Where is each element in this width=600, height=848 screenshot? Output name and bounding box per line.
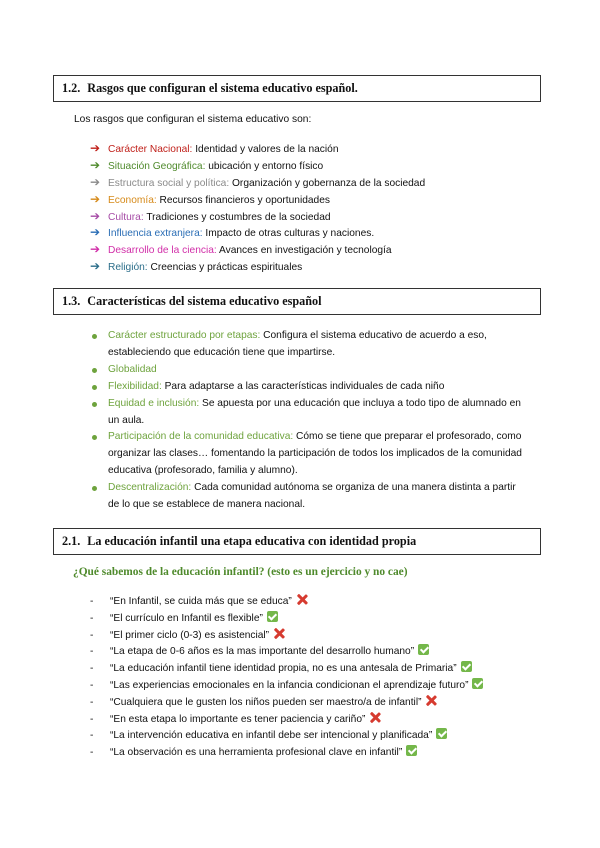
list-item: [90, 712, 483, 729]
bullet-icon: [92, 486, 97, 491]
section-title: Características del sistema educativo español: [87, 294, 322, 308]
item-term: Desarrollo de la ciencia:: [108, 245, 217, 257]
bullet-icon: [92, 402, 97, 407]
bullet-icon: [92, 334, 97, 339]
item-desc: Cada comunidad autónoma se organiza de una manera distinta a partir de lo que se establece de manera nacional.: [108, 482, 516, 511]
item-desc: Creencias y prácticas espirituales: [147, 262, 303, 274]
item-term: Cultura:: [108, 211, 144, 223]
item-term: Descentralización:: [108, 482, 192, 494]
list-item: [90, 661, 483, 678]
item-term: Participación de la comunidad educativa:: [108, 431, 294, 443]
item-term: Estructura social y política:: [108, 177, 230, 189]
statement-text: “El currículo en Infantil es flexible”: [110, 612, 263, 624]
list-item: [90, 258, 425, 275]
item-desc: Cómo se tiene que preparar el profesorado, como organizar las clases… fomentando la participación de todos los implicados de la comunidad educativa (profesorado, familia y alumno).: [108, 431, 522, 477]
item-term: Situación Geográfica:: [108, 160, 206, 172]
dash-bullet: -: [90, 596, 94, 607]
statement-text: “Cualquiera que le gusten los niños pueden ser maestro/a de infantil”: [110, 696, 422, 708]
item-desc: Avances en investigación y tecnología: [216, 245, 392, 257]
check-mark-icon: [472, 678, 483, 689]
cross-mark-icon: [425, 695, 436, 706]
list-item: [90, 628, 483, 645]
list-item: [88, 379, 528, 396]
list-item: [88, 429, 528, 480]
list-item: [88, 362, 528, 379]
item-term: Globalidad: [108, 363, 157, 375]
arrow-right-icon: ➔: [90, 174, 101, 189]
dash-bullet: -: [90, 629, 94, 641]
dash-bullet: -: [90, 663, 94, 675]
arrow-right-icon: ➔: [90, 157, 101, 172]
dash-bullet: -: [90, 730, 94, 742]
bullet-icon: [92, 368, 97, 373]
list-item: [90, 678, 483, 695]
statement-text: “En Infantil, se cuida más que se educa”: [110, 596, 292, 607]
list-item: [90, 745, 483, 762]
arrow-right-icon: ➔: [90, 191, 101, 206]
exercise-subheading: ¿Qué sabemos de la educación infantil? (esto es un ejercicio y no cae): [73, 566, 408, 578]
item-desc: Para adaptarse a las características individuales de cada niño: [161, 380, 445, 392]
list-item: [90, 695, 483, 712]
section-number: 1.2.: [62, 81, 81, 95]
arrow-right-icon: ➔: [90, 259, 101, 274]
cross-mark-icon: [369, 712, 380, 723]
dash-bullet: -: [90, 612, 94, 624]
list-item: [90, 174, 425, 191]
statement-text: “En esta etapa lo importante es tener paciencia y cariño”: [110, 713, 366, 725]
check-mark-icon: [436, 728, 447, 739]
section-header-1-2: [53, 75, 541, 102]
item-term: Carácter Nacional:: [108, 144, 193, 155]
section-header-1-3: [53, 288, 541, 315]
cross-mark-icon: [296, 594, 307, 605]
list-item: [88, 396, 528, 430]
section-number: 1.3.: [62, 294, 81, 308]
item-desc: Organización y gobernanza de la sociedad: [229, 177, 426, 189]
dash-bullet: -: [90, 646, 94, 658]
list-item: [90, 241, 425, 258]
dash-bullet: -: [90, 713, 94, 725]
check-mark-icon: [461, 661, 472, 672]
section-title: Rasgos que configuran el sistema educativo español.: [87, 81, 358, 95]
section-header-2-1: [53, 528, 541, 555]
list-item: [90, 140, 425, 157]
list-item: [88, 480, 528, 514]
statement-text: “La etapa de 0-6 años es la mas importante del desarrollo humano”: [110, 646, 415, 658]
intro-text: Los rasgos que configuran el sistema educativo son:: [74, 114, 312, 125]
dash-bullet: -: [90, 696, 94, 708]
bullet-icon: [92, 385, 97, 390]
item-desc: Se apuesta por una educación que incluya a todo tipo de alumnado en un aula.: [108, 397, 521, 426]
list-item: [90, 611, 483, 628]
cross-mark-icon: [273, 628, 284, 639]
item-desc: ubicación y entorno físico: [205, 160, 324, 172]
item-term: Economía:: [108, 194, 157, 206]
item-term: Religión:: [108, 262, 148, 274]
item-desc: Recursos financieros y oportunidades: [156, 194, 330, 206]
statement-text: “La observación es una herramienta profesional clave en infantil”: [110, 747, 403, 759]
statement-text: “Las experiencias emocionales en la infancia condicionan el aprendizaje futuro”: [110, 679, 469, 691]
section-title: La educación infantil una etapa educativa con identidad propia: [87, 534, 417, 548]
check-mark-icon: [418, 644, 429, 655]
list-item: [90, 644, 483, 661]
caracteristicas-list: [88, 328, 528, 514]
arrow-right-icon: ➔: [90, 208, 101, 223]
item-desc: Impacto de otras culturas y naciones.: [202, 228, 375, 240]
arrow-right-icon: ➔: [90, 242, 101, 257]
item-desc: Configura el sistema educativo de acuerdo a eso, estableciendo que educación tiene que impartirse.: [108, 330, 487, 358]
statement-text: “La intervención educativa en infantil debe ser intencional y planificada”: [110, 730, 433, 742]
arrow-right-icon: ➔: [90, 225, 101, 240]
list-item: [90, 157, 425, 174]
statements-list: [90, 594, 483, 762]
list-item: [90, 208, 425, 225]
list-item: [88, 328, 528, 362]
statement-text: “La educación infantil tiene identidad propia, no es una antesala de Primaria”: [110, 663, 457, 675]
check-mark-icon: [406, 745, 417, 756]
bullet-icon: [92, 435, 97, 440]
item-term: Carácter estructurado por etapas:: [108, 330, 261, 341]
list-item: [90, 728, 483, 745]
list-item: [90, 191, 425, 208]
arrow-right-icon: ➔: [90, 141, 101, 155]
check-mark-icon: [267, 611, 278, 622]
item-term: Equidad e inclusión:: [108, 397, 200, 409]
list-item: [90, 594, 483, 611]
section-number: 2.1.: [62, 534, 81, 548]
statement-text: “El primer ciclo (0-3) es asistencial”: [110, 629, 270, 641]
list-item: [90, 224, 425, 241]
rasgos-list: [90, 140, 425, 275]
item-desc: Tradiciones y costumbres de la sociedad: [143, 211, 331, 223]
dash-bullet: -: [90, 747, 94, 759]
item-desc: Identidad y valores de la nación: [192, 144, 339, 155]
item-term: Influencia extranjera:: [108, 228, 203, 240]
dash-bullet: -: [90, 679, 94, 691]
item-term: Flexibilidad:: [108, 380, 162, 392]
